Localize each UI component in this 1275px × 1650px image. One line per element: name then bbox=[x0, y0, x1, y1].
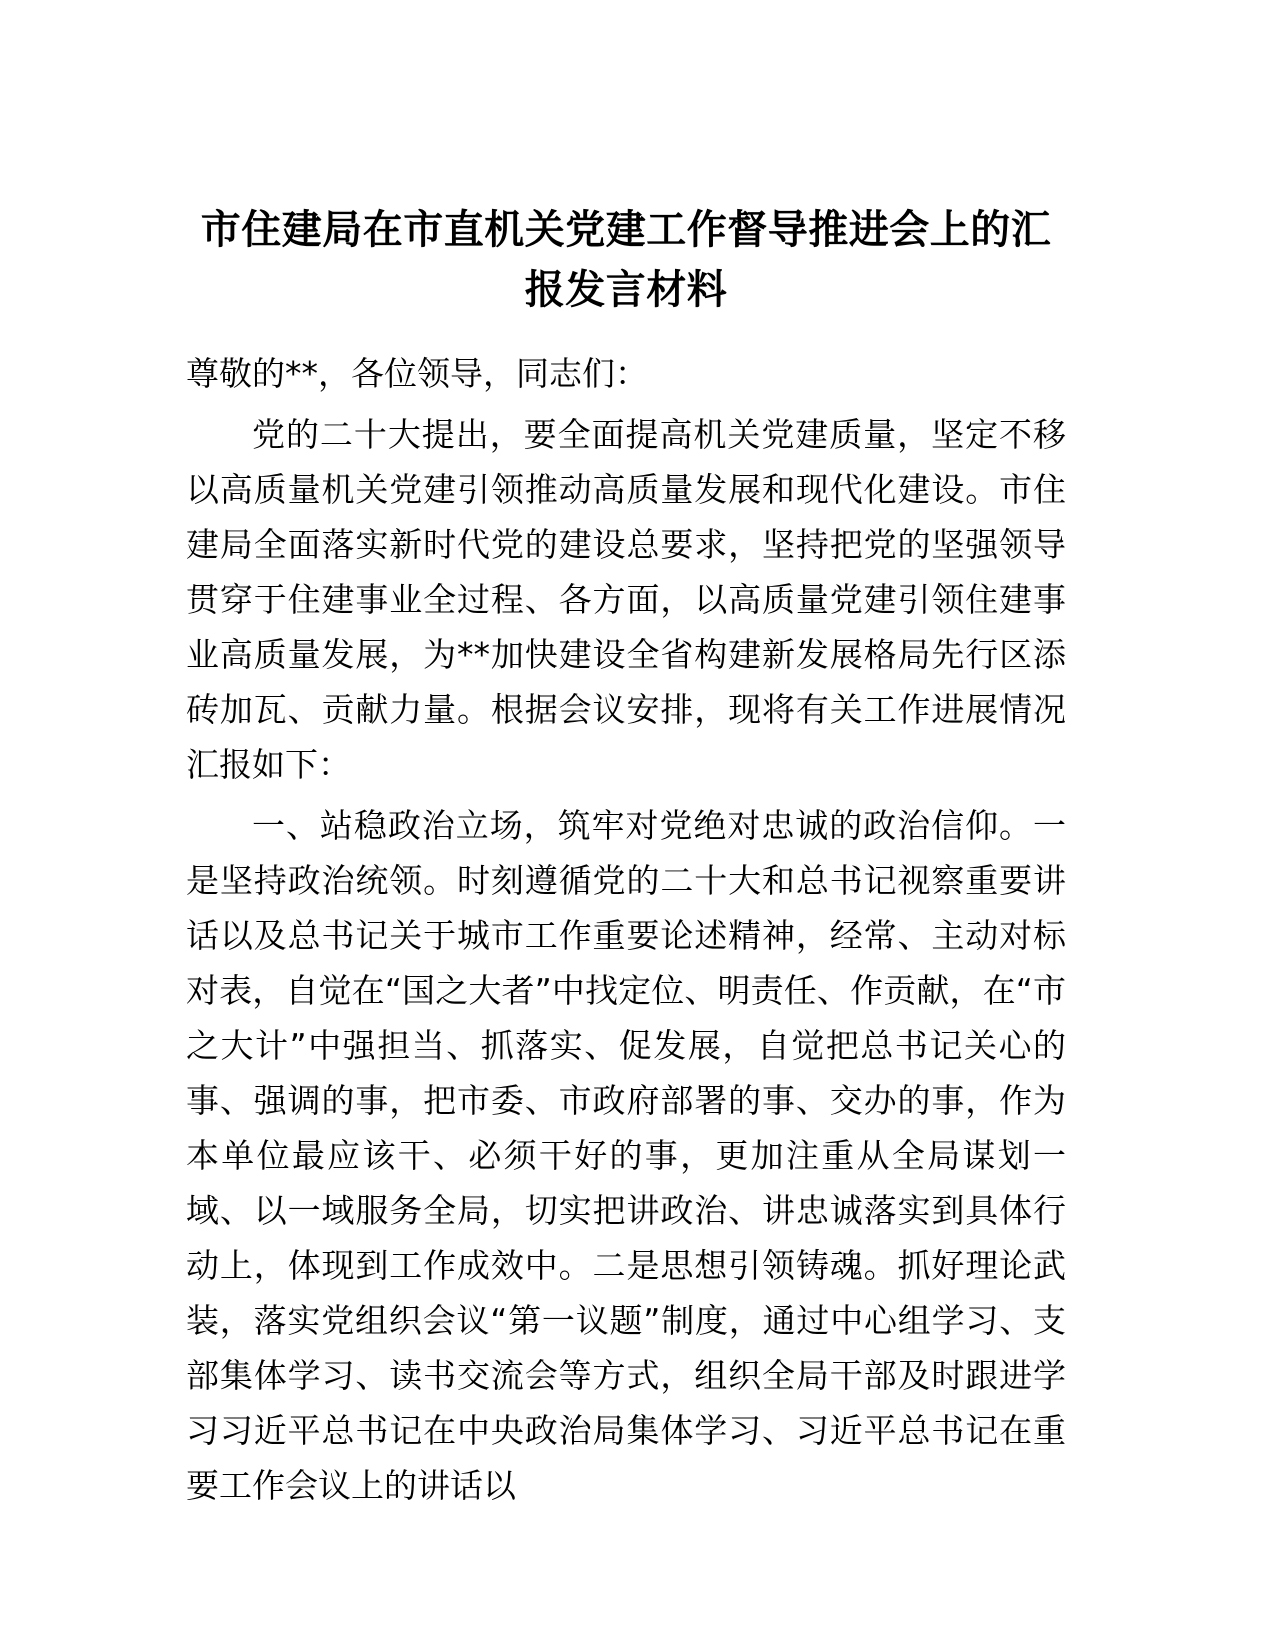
paragraph-1: 党的二十大提出，要全面提高机关党建质量，坚定不移以高质量机关党建引领推动高质量发展和现代化建设。市住建局全面落实新时代党的建设总要求，坚持把党的坚强领导贯穿于住建事业全过程、各方面，以高质量党建引领住建事业高质量发展，为**加快建设全省构建新发展格局先行区添砖加瓦、贡献力量。根据会议安排，现将有关工作进展情况汇报如下： bbox=[186, 415, 1066, 784]
paragraph-2: 一、站稳政治立场，筑牢对党绝对忠诚的政治信仰。一是坚持政治统领。时刻遵循党的二十大和总书记视察重要讲话以及总书记关于城市工作重要论述精神，经常、主动对标对表，自觉在“国之大者”中找定位、明责任、作贡献，在“市之大计”中强担当、抓落实、促发展，自觉把总书记关心的事、强调的事，把市委、市政府部署的事、交办的事，作为本单位最应该干、必须干好的事，更加注重从全局谋划一域、以一域服务全局，切实把讲政治、讲忠诚落实到具体行动上，体现到工作成效中。二是思想引领铸魂。抓好理论武装，落实党组织会议“第一议题”制度，通过中心组学习、支部集体学习、读书交流会等方式，组织全局干部及时跟进学习习近平总书记在中央政治局集体学习、习近平总书记在重要工作会议上的讲话以 bbox=[186, 806, 1066, 1505]
salutation-line: 尊敬的**，各位领导，同志们： bbox=[186, 354, 648, 393]
document-body bbox=[186, 0, 1066, 1513]
page-title: 市住建局在市直机关党建工作督导推进会上的汇报发言材料 bbox=[200, 207, 1052, 313]
